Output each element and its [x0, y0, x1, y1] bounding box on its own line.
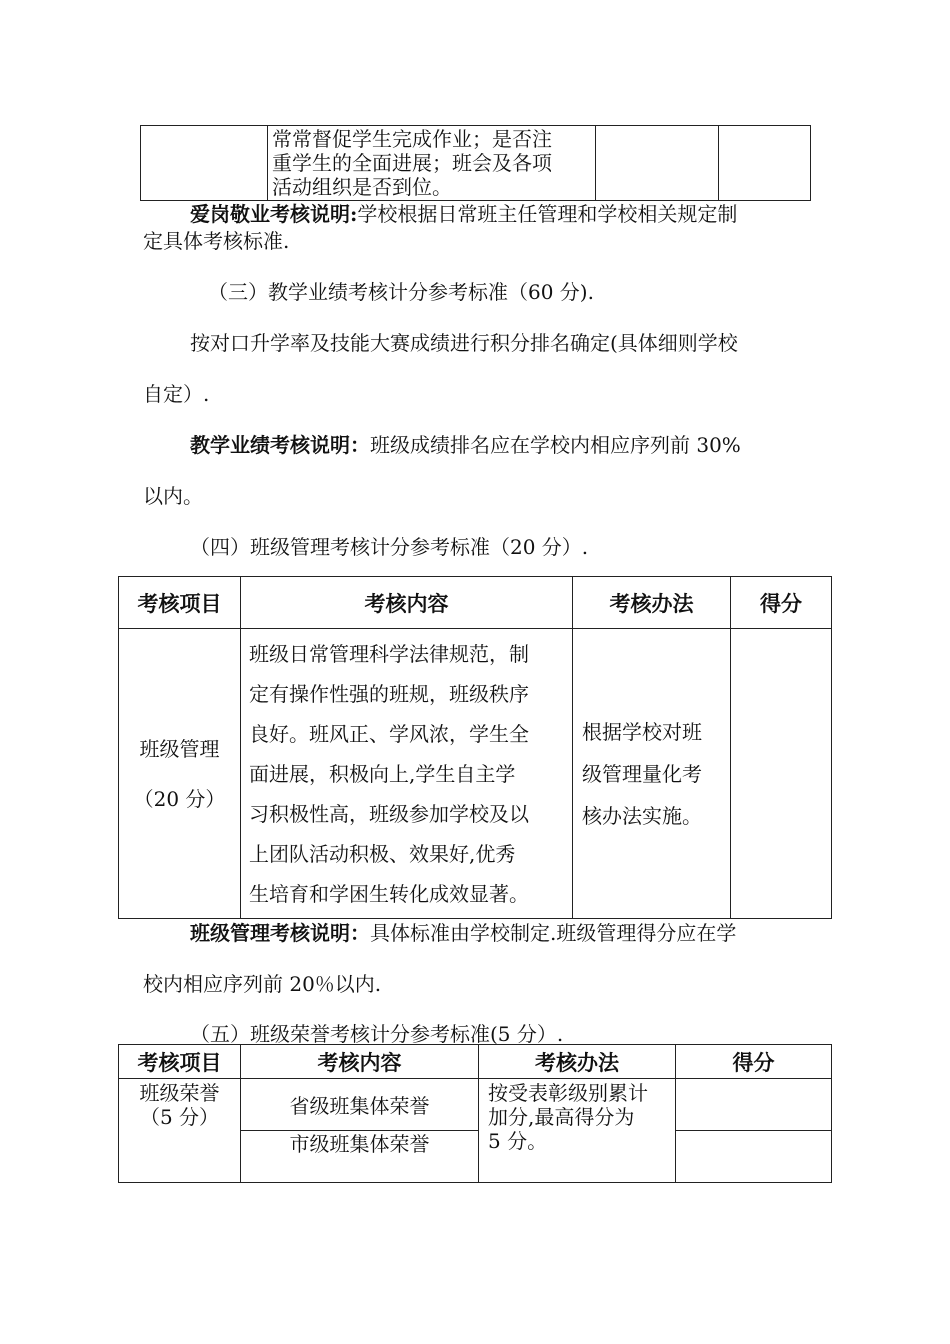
- paragraph-line: [190, 201, 737, 227]
- content-line: 重学生的全面进展；班会及各项: [272, 151, 552, 175]
- method-line: 加分,最高得分为: [488, 1105, 635, 1129]
- section-heading: （四）班级管理考核计分参考标准（20 分）.: [190, 535, 589, 559]
- content-line: 定有操作性强的班规，班级秩序: [249, 681, 529, 706]
- item-score: （20 分）: [133, 786, 226, 811]
- content-line: 班级日常管理科学法律规范，制: [249, 641, 529, 666]
- paragraph-line: 自定）.: [143, 382, 210, 406]
- bold-label: 教学业绩考核说明：: [190, 433, 370, 457]
- method-line: 5 分。: [488, 1129, 548, 1153]
- score-cell: [731, 629, 832, 919]
- header-cell-method: 考核办法: [573, 577, 731, 629]
- header-cell-method: 考核办法: [479, 1045, 676, 1079]
- table-continuation: [140, 125, 811, 201]
- table-cell-empty: [596, 126, 719, 201]
- content-line: 上团队活动积极、效果好,优秀: [249, 841, 516, 866]
- method-cell: [479, 1079, 676, 1183]
- method-line: 级管理量化考: [582, 761, 702, 786]
- content-cell-provincial: 省级班集体荣誉: [241, 1079, 479, 1131]
- content-line: 面进展，积极向上,学生自主学: [249, 761, 516, 786]
- header-cell-score: 得分: [676, 1045, 832, 1079]
- paragraph-line: 以内。: [143, 484, 203, 508]
- content-line: 生培育和学困生转化成效显著。: [249, 881, 529, 906]
- item-name: 班级管理: [139, 736, 220, 761]
- paragraph-line: [190, 920, 736, 946]
- content-cell-municipal: [241, 1131, 479, 1183]
- item-cell: [119, 1079, 241, 1183]
- paragraph-text: 班级成绩排名应在学校内相应序列前 30%: [370, 433, 741, 457]
- header-cell-item: 考核项目: [119, 1045, 241, 1079]
- content-line: 常常督促学生完成作业；是否注: [272, 127, 552, 151]
- content-line: 良好。班风正、学风浓，学生全: [249, 721, 529, 746]
- paragraph-line: 校内相应序列前 20％以内.: [143, 972, 382, 996]
- score-cell: [676, 1131, 832, 1183]
- paragraph-text: 学校根据日常班主任管理和学校相关规定制: [357, 202, 738, 226]
- method-line: 核办法实施。: [582, 803, 702, 828]
- method-line: 根据学校对班: [582, 719, 702, 744]
- content-line: 活动组织是否到位。: [272, 175, 452, 199]
- content-line: 习积极性高，班级参加学校及以: [249, 801, 529, 826]
- class-honor-table: [118, 1044, 832, 1183]
- item-score: （5 分）: [139, 1105, 220, 1129]
- method-cell: [573, 629, 731, 919]
- header-cell-content: 考核内容: [241, 577, 573, 629]
- score-cell: [676, 1079, 832, 1131]
- item-cell: [119, 629, 241, 919]
- content-cell: [241, 629, 573, 919]
- bold-label: 班级管理考核说明：: [190, 921, 370, 945]
- table-cell-empty: [719, 126, 811, 201]
- header-cell-content: 考核内容: [241, 1045, 479, 1079]
- bold-label: 爱岗敬业考核说明:: [190, 202, 358, 226]
- header-cell-score: 得分: [731, 577, 832, 629]
- table-cell-content: [268, 126, 596, 201]
- paragraph-line: [190, 432, 741, 458]
- paragraph-text: 具体标准由学校制定.班级管理得分应在学: [370, 921, 737, 945]
- section-heading: （三）教学业绩考核计分参考标准（60 分).: [208, 280, 594, 304]
- method-line: 按受表彰级别累计: [488, 1081, 648, 1105]
- paragraph-line: 定具体考核标准.: [143, 229, 290, 253]
- class-management-table: [118, 576, 832, 919]
- header-cell-item: 考核项目: [119, 577, 241, 629]
- paragraph-line: 按对口升学率及技能大赛成绩进行积分排名确定(具体细则学校: [190, 331, 738, 355]
- table-cell-empty: [141, 126, 268, 201]
- item-name: 班级荣誉: [139, 1081, 220, 1105]
- section-heading: （五）班级荣誉考核计分参考标准(5 分）.: [190, 1022, 564, 1046]
- content-text: 市级班集体荣誉: [289, 1132, 430, 1156]
